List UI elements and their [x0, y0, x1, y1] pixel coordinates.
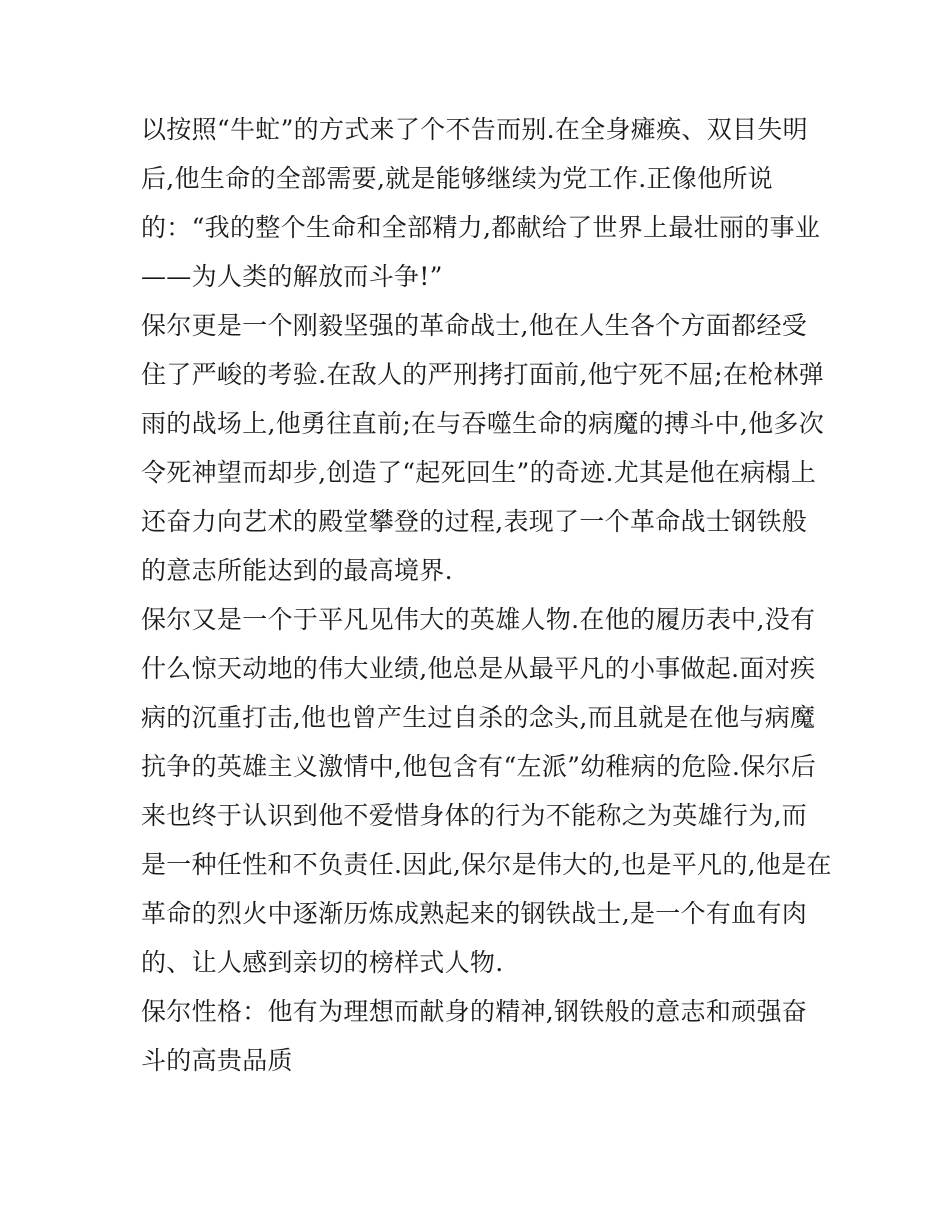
text-line: 革命的烈火中逐渐历炼成熟起来的钢铁战士,是一个有血有肉 — [141, 899, 808, 928]
text-line: 保尔更是一个刚毅坚强的革命战士,他在人生各个方面都经受 — [141, 311, 808, 340]
text-line: 令死神望而却步,创造了“起死回生”的奇迹.尤其是他在病榻上 — [141, 458, 817, 487]
text-line: 保尔性格：他有为理想而献身的精神,钢铁般的意志和顽强奋 — [141, 997, 808, 1026]
text-line: 后,他生命的全部需要,就是能够继续为党工作.正像他所说 — [141, 164, 773, 193]
text-line: 的意志所能达到的最高境界. — [141, 556, 453, 585]
text-line: 来也终于认识到他不爱惜身体的行为不能称之为英雄行为,而 — [141, 801, 808, 830]
text-line: 病的沉重打击,他也曾产生过自杀的念头,而且就是在他与病魔 — [141, 703, 816, 732]
text-line: 住了严峻的考验.在敌人的严刑拷打面前,他宁死不屈;在枪林弹 — [141, 360, 825, 389]
text-line: 是一种任性和不负责任.因此,保尔是伟大的,也是平凡的,他是在 — [141, 850, 832, 879]
text-line: 还奋力向艺术的殿堂攀登的过程,表现了一个革命战士钢铁般 — [141, 507, 808, 536]
text-line: 抗争的英雄主义激情中,他包含有“左派”幼稚病的危险.保尔后 — [141, 752, 817, 781]
text-line: 的：“我的整个生命和全部精力,都献给了世界上最壮丽的事业 — [141, 213, 821, 242]
text-line: 雨的战场上,他勇往直前;在与吞噬生命的病魔的搏斗中,他多次 — [141, 409, 825, 438]
text-line: 斗的高贵品质 — [141, 1046, 293, 1075]
text-line: 保尔又是一个于平凡见伟大的英雄人物.在他的履历表中,没有 — [141, 605, 816, 634]
text-line: 以按照“牛虻”的方式来了个不告而别.在全身瘫痪、双目失明 — [141, 115, 808, 144]
text-line: 的、让人感到亲切的榜样式人物. — [141, 948, 504, 977]
text-line: 什么惊天动地的伟大业绩,他总是从最平凡的小事做起.面对疾 — [141, 654, 816, 683]
text-line: ——为人类的解放而斗争!” — [141, 262, 443, 291]
body-text — [141, 105, 832, 1085]
